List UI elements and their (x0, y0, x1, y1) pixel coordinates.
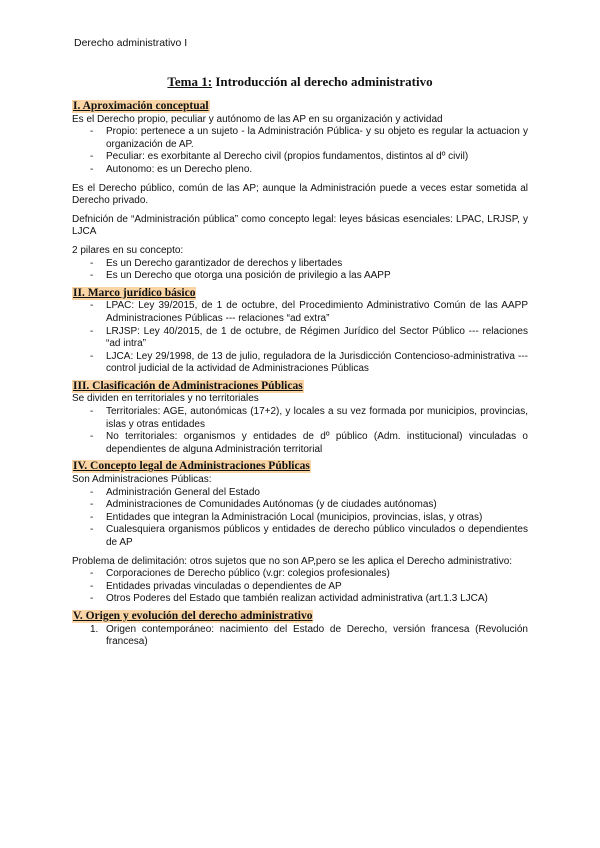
title-text: Introducción al derecho administrativo (215, 74, 433, 89)
list-item: - LPAC: Ley 39/2015, de 1 de octubre, del Procedimiento Administrativo Común de las AAPP Administraciones Públicas --- relaciones “ad extra” (106, 300, 528, 325)
list-item: - Es un Derecho que otorga una posición de privilegio a las AAPP (106, 270, 528, 283)
document-body (72, 100, 528, 649)
list-item: - Territoriales: AGE, autonómicas (17+2), y locales a su vez formada por municipios, provincias, islas y otras entidades (106, 406, 528, 431)
section-heading: III. Clasificación de Administraciones Públicas (73, 379, 303, 392)
section-heading: II. Marco jurídico básico (73, 286, 196, 299)
numbered-list (72, 624, 528, 649)
list-item: - Cualesquiera organismos públicos y entidades de derecho público vinculados o dependientes de AP (106, 524, 528, 549)
section-heading: V. Origen y evolución del derecho administrativo (73, 609, 313, 622)
bullet-list (72, 258, 528, 283)
section-4 (72, 460, 528, 474)
list-item: - Es un Derecho garantizador de derechos y libertades (106, 258, 528, 271)
paragraph: Es el Derecho público, común de las AP; aunque la Administración puede a veces estar sometida al Derecho privado. (72, 182, 528, 207)
list-item: - Autonomo: es un Derecho pleno. (106, 164, 528, 177)
list-item: - Propio: pertenece a un sujeto - la Administración Pública- y su objeto es regular la actuacion y organización de AP. (106, 126, 528, 151)
list-item: - Entidades privadas vinculadas o dependientes de AP (106, 581, 528, 594)
list-item: - Entidades que integran la Administración Local (municipios, provincias, islas, y otras) (106, 512, 528, 525)
section-intro: Son Administraciones Públicas: (72, 474, 212, 486)
bullet-list (72, 406, 528, 456)
title-prefix: Tema 1: (167, 74, 213, 89)
section-heading: I. Aproximación conceptual (73, 100, 209, 112)
list-item: - Peculiar: es exorbitante al Derecho civil (propios fundamentos, distintos al dº civil) (106, 151, 528, 164)
list-item: - Otros Poderes del Estado que también realizan actividad administrativa (art.1.3 LJCA) (106, 593, 528, 606)
section-intro: Se dividen en territoriales y no territoriales (72, 393, 259, 405)
section-heading: IV. Concepto legal de Administraciones Públicas (73, 460, 310, 473)
list-item: - Administraciones de Comunidades Autónomas (y de ciudades autónomas) (106, 499, 528, 512)
section-intro: Es el Derecho propio, peculiar y autónomo de las AP en su organización y actividad (72, 113, 443, 125)
bullet-list (72, 568, 528, 606)
bullet-list (72, 300, 528, 376)
list-item: 1. Origen contemporáneo: nacimiento del Estado de Derecho, versión francesa (Revolución francesa) (106, 624, 528, 649)
bullet-list (72, 487, 528, 550)
paragraph: Problema de delimitación: otros sujetos que no son AP,pero se les aplica el Derecho administrativo: (72, 555, 513, 567)
bullet-list (72, 126, 528, 176)
list-item: - LJCA: Ley 29/1998, de 13 de julio, reguladora de la Jurisdicción Contencioso-administrativa --- control judicial de la actividad de Administraciones Públicas (106, 351, 528, 376)
section-3 (72, 380, 528, 394)
section-1 (72, 100, 528, 114)
running-header: Derecho administrativo I (74, 37, 188, 49)
list-item: - No territoriales: organismos y entidades de dº público (Adm. institucional) vinculadas o dependientes de alguna Administración territorial (106, 431, 528, 456)
paragraph: Defnición de “Administración pública” como concepto legal: leyes básicas esenciales: LPAC, LRJSP, y LJCA (72, 213, 528, 238)
document-title (0, 74, 600, 90)
section-2 (72, 287, 528, 301)
list-item: - Corporaciones de Derecho público (v.gr: colegios profesionales) (106, 568, 528, 581)
list-item: - Administración General del Estado (106, 487, 528, 500)
list-item: - LRJSP: Ley 40/2015, de 1 de octubre, de Régimen Jurídico del Sector Público --- relaciones “ad intra” (106, 326, 528, 351)
paragraph: 2 pilares en su concepto: (72, 244, 184, 256)
section-5 (72, 610, 528, 624)
